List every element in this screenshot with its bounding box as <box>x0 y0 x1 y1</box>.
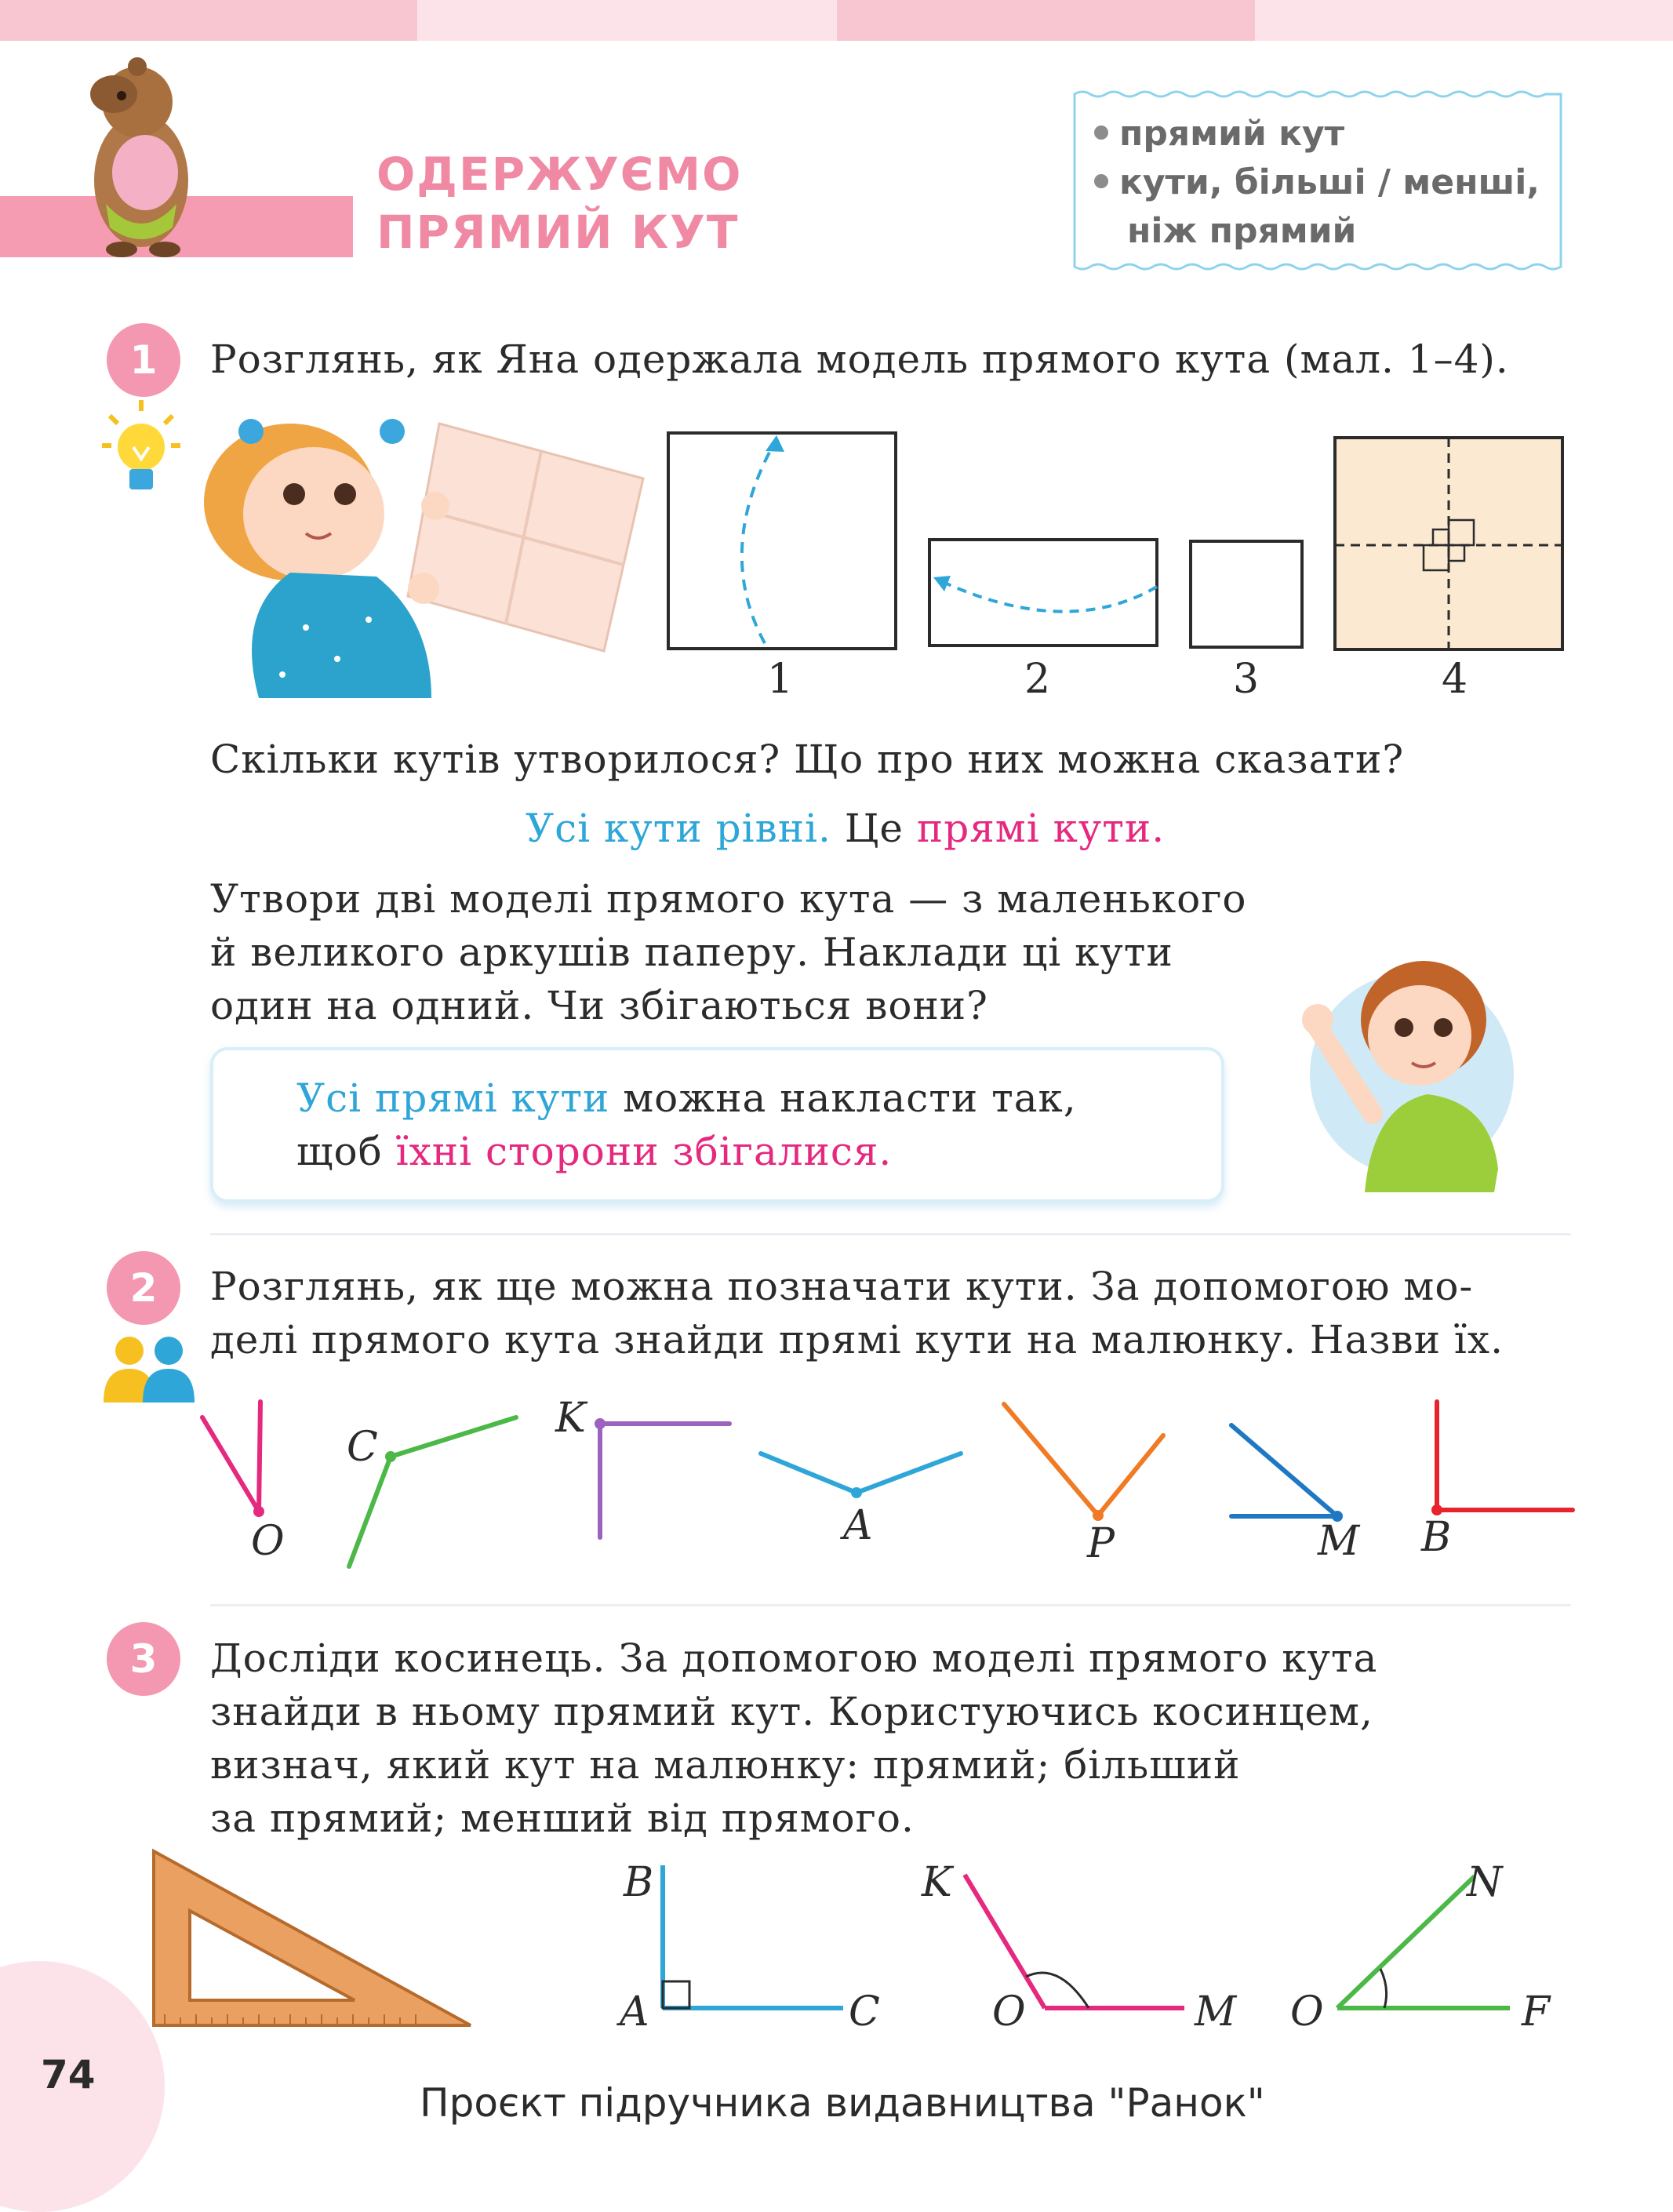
point-label-m: M <box>1318 1518 1360 1565</box>
bullet-icon <box>1094 126 1108 140</box>
task3-line-4: за прямий; менший від прямого. <box>210 1795 915 1841</box>
rule-blue: Усі прямі кути <box>296 1075 610 1121</box>
girl-with-paper-illustration <box>196 408 651 706</box>
topic-item-1-text: прямий кут <box>1119 114 1345 154</box>
boy-illustration <box>1294 933 1514 1192</box>
task2-line-1: Розглянь, як ще можна позначати кути. За допомогою мо- <box>210 1264 1474 1309</box>
topic-item-2-text: кути, більші / менші, <box>1119 162 1540 202</box>
task1-number-badge: 1 <box>107 323 180 397</box>
task3-line-1: Досліди косинець. За допомогою моделі прямого кута <box>210 1635 1378 1681</box>
point-label-k2: K <box>922 1859 952 1906</box>
point-label-f2: F <box>1522 1988 1551 2036</box>
footer-note: Проєкт підручника видавництва "Ранок" <box>420 2080 1265 2126</box>
rule-text <box>296 1071 1077 1178</box>
bullet-icon <box>1094 174 1108 188</box>
point-label-c2: C <box>849 1988 880 2036</box>
task2-text <box>210 1260 1504 1366</box>
task1-para-line-2: й великого аркушів паперу. Наклади ці кути <box>210 930 1173 975</box>
task2-line-2: делі прямого кута знайди прямі кути на малюнку. Назви їх. <box>210 1317 1504 1362</box>
title-line-1: ОДЕРЖУЄМО <box>376 147 743 201</box>
divider-2 <box>210 1604 1571 1606</box>
lightbulb-icon <box>102 400 180 502</box>
point-label-c: C <box>347 1424 378 1471</box>
top-band-2 <box>417 0 837 41</box>
title-line-2: ПРЯМИЙ КУТ <box>376 206 740 259</box>
top-band-4 <box>1255 0 1673 41</box>
rule-plain-1: можна накласти так, <box>609 1075 1077 1121</box>
point-label-a: A <box>843 1502 873 1549</box>
fig-label-4: 4 <box>1442 656 1468 703</box>
point-label-p: P <box>1087 1520 1115 1567</box>
task1-answer <box>526 802 1165 855</box>
fig1-square <box>668 433 896 649</box>
rule-plain-2: щоб <box>296 1129 396 1174</box>
task1-answer-plain: Це <box>831 806 917 851</box>
point-label-b: B <box>1421 1514 1452 1561</box>
task3-number-badge: 3 <box>107 1622 180 1696</box>
divider-1 <box>210 1233 1571 1235</box>
point-label-k: K <box>555 1395 586 1442</box>
point-label-a2: A <box>620 1988 649 2036</box>
task1-para-line-1: Утвори дві моделі прямого кута — з маленького <box>210 876 1247 922</box>
capybara-mascot-icon <box>75 47 208 259</box>
page-number: 74 <box>41 2052 96 2097</box>
task1-question: Скільки кутів утворилося? Що про них можна сказати? <box>210 737 1405 782</box>
task1-paragraph <box>210 872 1247 1032</box>
fig2-rect <box>929 540 1157 646</box>
angles-figure-task2 <box>188 1392 1584 1581</box>
top-band-1 <box>0 0 417 41</box>
point-label-b2: B <box>624 1859 654 1906</box>
task3-line-2: знайди в ньому прямий кут. Користуючись косинцем, <box>210 1689 1373 1734</box>
page-title <box>376 145 742 261</box>
task1-answer-pink: прямі кути. <box>916 806 1166 851</box>
topic-item-1 <box>1094 110 1540 158</box>
pair-work-icon <box>102 1333 196 1404</box>
point-label-o3: O <box>1290 1988 1324 2036</box>
fig-label-3: 3 <box>1233 656 1260 703</box>
topic-item-2-cont: ніж прямий <box>1127 211 1357 251</box>
fig3-square <box>1191 541 1302 647</box>
task1-text: Розглянь, як Яна одержала модель прямого кута (мал. 1–4). <box>210 337 1509 382</box>
fig-label-2: 2 <box>1024 656 1051 703</box>
paper-folding-figures <box>659 424 1577 667</box>
top-band-3 <box>837 0 1255 41</box>
point-label-o2: O <box>992 1988 1026 2036</box>
fig-label-1: 1 <box>767 656 794 703</box>
topic-item-2 <box>1094 158 1540 207</box>
task2-number-badge: 2 <box>107 1251 180 1325</box>
task1-para-line-3: один на одний. Чи збігаються вони? <box>210 983 988 1028</box>
task1-answer-blue: Усі кути рівні. <box>526 806 831 851</box>
topics-list <box>1094 110 1540 256</box>
angles-figure-task3 <box>643 1859 1553 2016</box>
point-label-n2: N <box>1467 1859 1503 1906</box>
point-label-m2: M <box>1195 1988 1237 2036</box>
point-label-o: O <box>251 1518 285 1565</box>
task3-line-3: визнач, який кут на малюнку: прямий; більший <box>210 1742 1241 1788</box>
task3-text <box>210 1632 1377 1845</box>
rule-pink: їхні сторони збігалися. <box>395 1129 893 1174</box>
set-square-icon <box>149 1843 478 2032</box>
